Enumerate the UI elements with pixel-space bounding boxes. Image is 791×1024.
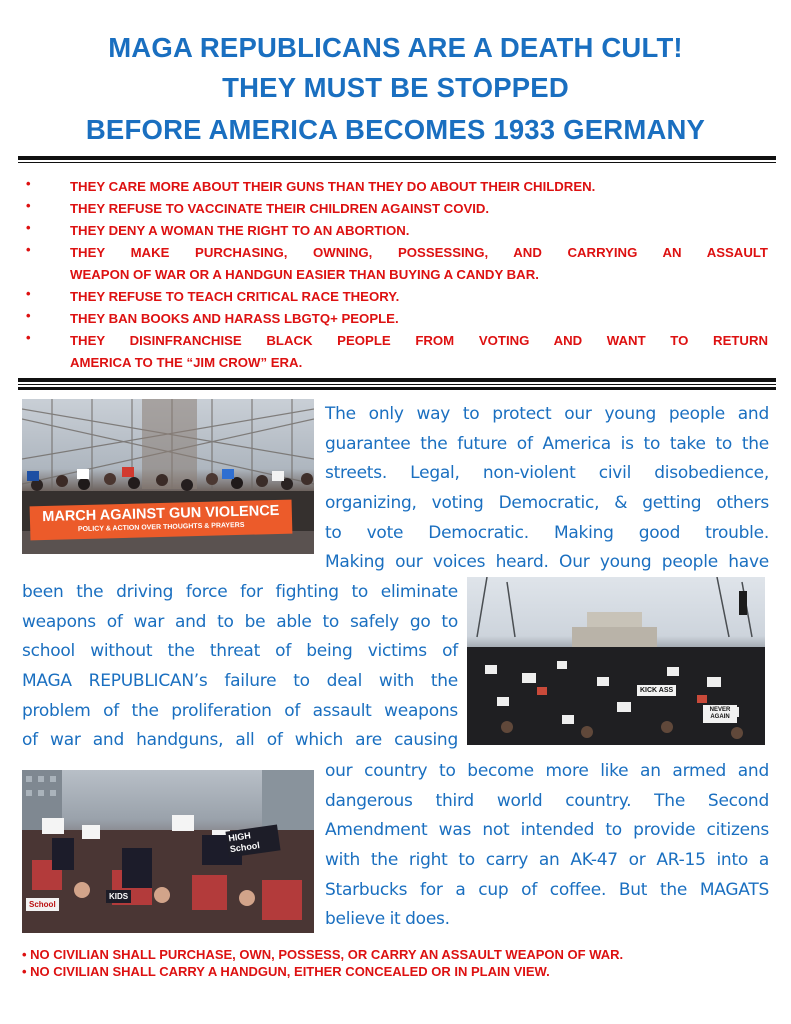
footer-demand-2: • NO CIVILIAN SHALL CARRY A HANDGUN, EITHER CONCEALED OR IN PLAIN VIEW. [22,964,550,979]
photo-march-against-gun-violence [22,399,314,554]
body-paragraph-part-3: our country to become more like an armed and dangerous third world country. The Second Amendment was not intended to provide citizens with the right to carry an AK-47 or AR-15 into a Starbucks for a cup of coffee. But the MAGATS believe it does. [325,761,769,930]
footer-demand-1: • NO CIVILIAN SHALL PURCHASE, OWN, POSSESS, OR CARRY AN ASSAULT WEAPON OF WAR. [22,947,624,962]
sign-school: School [26,898,59,911]
body-paragraph-part-2: been the driving force for fighting to eliminate weapons of war and to be able to safely go to school without the threat of being victims of MAGA REPUBLICAN’s failure to deal with the problem of the proliferation of assault weapons of war and handguns, all of which are causing [22,582,458,751]
march-banner: MARCH AGAINST GUN VIOLENCE POLICY & ACTION OVER THOUGHTS & PRAYERS [30,500,293,541]
sign-kids: KIDS [106,890,131,903]
divider-top [18,156,776,163]
photo-crowd-avenue [467,577,765,745]
sign-kick-ass: KICK ASS [637,685,676,696]
sign-never-again: NEVER AGAIN [703,705,737,723]
headline-line-1: MAGA REPUBLICANS ARE A DEATH CULT! [108,32,683,63]
headline-line-3: BEFORE AMERICA BECOMES 1933 GERMANY [85,114,706,145]
divider-middle [18,378,776,390]
photo-students-protest [22,770,314,933]
body-paragraph-part-1: The only way to protect our young people and guarantee the future of America is to take to the streets. Legal, non-violent civil disobedience, organizing, voting Democratic, & getting others to vote Democratic. Making good trouble. Making our voices heard. Our young people have [325,404,769,573]
sign-high-school: HIGH School [225,825,280,858]
headline-line-2: THEY MUST BE STOPPED [222,72,569,103]
